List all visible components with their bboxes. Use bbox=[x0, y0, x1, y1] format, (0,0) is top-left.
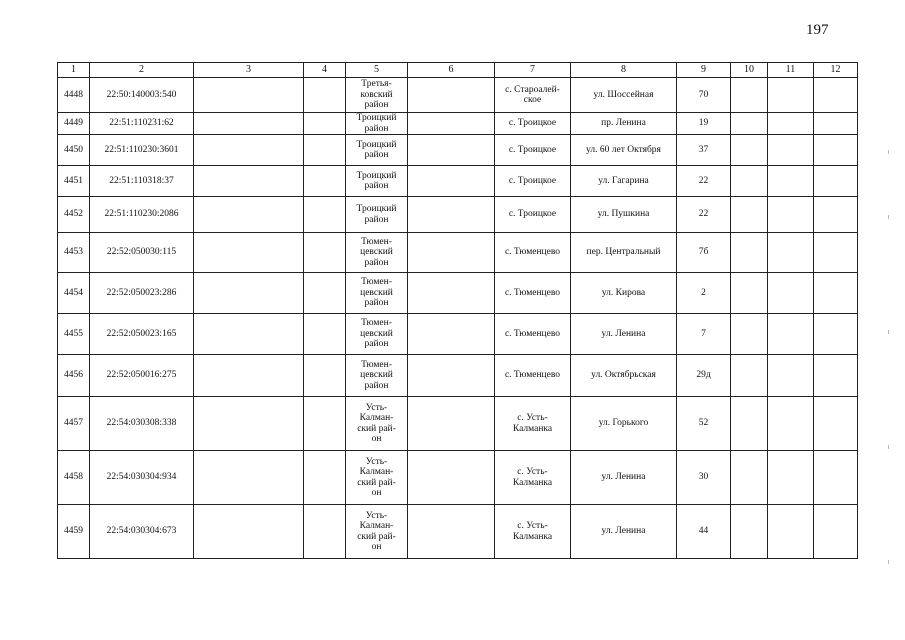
empty-cell bbox=[731, 197, 768, 233]
empty-cell bbox=[408, 166, 495, 197]
house-number-cell: 30 bbox=[677, 451, 731, 505]
empty-cell bbox=[814, 355, 858, 397]
empty-cell bbox=[814, 505, 858, 559]
empty-cell bbox=[768, 135, 814, 166]
house-number-cell: 7 bbox=[677, 314, 731, 355]
table-row bbox=[58, 135, 858, 166]
empty-cell bbox=[814, 451, 858, 505]
row-number-cell: 4451 bbox=[58, 166, 90, 197]
house-number-cell: 37 bbox=[677, 135, 731, 166]
table-row bbox=[58, 233, 858, 273]
empty-cell bbox=[814, 273, 858, 314]
cadastral-number-cell: 22:51:110230:2086 bbox=[90, 197, 194, 233]
table-row bbox=[58, 397, 858, 451]
column-header: 3 bbox=[194, 63, 304, 78]
empty-cell bbox=[768, 397, 814, 451]
column-header: 9 bbox=[677, 63, 731, 78]
column-header: 7 bbox=[495, 63, 571, 78]
empty-cell bbox=[304, 78, 346, 113]
street-cell: ул. Кирова bbox=[571, 273, 677, 314]
empty-cell bbox=[814, 113, 858, 135]
cadastral-number-cell: 22:52:050023:286 bbox=[90, 273, 194, 314]
house-number-cell: 7б bbox=[677, 233, 731, 273]
table-row bbox=[58, 113, 858, 135]
settlement-cell: с. Тюменцево bbox=[495, 314, 571, 355]
empty-cell bbox=[304, 397, 346, 451]
empty-cell bbox=[731, 233, 768, 273]
empty-cell bbox=[768, 166, 814, 197]
cadastral-number-cell: 22:51:110230:3601 bbox=[90, 135, 194, 166]
cadastral-number-cell: 22:52:050023:165 bbox=[90, 314, 194, 355]
cadastral-number-cell: 22:54:030304:673 bbox=[90, 505, 194, 559]
house-number-cell: 29д bbox=[677, 355, 731, 397]
street-cell: ул. Ленина bbox=[571, 505, 677, 559]
empty-cell bbox=[731, 78, 768, 113]
empty-cell bbox=[768, 78, 814, 113]
empty-cell bbox=[408, 197, 495, 233]
row-number-cell: 4456 bbox=[58, 355, 90, 397]
empty-cell bbox=[194, 451, 304, 505]
house-number-cell: 22 bbox=[677, 166, 731, 197]
row-number-cell: 4454 bbox=[58, 273, 90, 314]
column-header: 2 bbox=[90, 63, 194, 78]
district-cell: Тюмен- цевский район bbox=[346, 233, 408, 273]
street-cell: пер. Центральный bbox=[571, 233, 677, 273]
column-header: 1 bbox=[58, 63, 90, 78]
row-number-cell: 4449 bbox=[58, 113, 90, 135]
empty-cell bbox=[768, 233, 814, 273]
street-cell: ул. Октябрьская bbox=[571, 355, 677, 397]
empty-cell bbox=[194, 197, 304, 233]
empty-cell bbox=[408, 505, 495, 559]
empty-cell bbox=[731, 273, 768, 314]
empty-cell bbox=[304, 451, 346, 505]
column-header: 4 bbox=[304, 63, 346, 78]
empty-cell bbox=[408, 273, 495, 314]
house-number-cell: 2 bbox=[677, 273, 731, 314]
street-cell: ул. Пушкина bbox=[571, 197, 677, 233]
district-cell: Тюмен- цевский район bbox=[346, 355, 408, 397]
empty-cell bbox=[304, 233, 346, 273]
empty-cell bbox=[768, 505, 814, 559]
settlement-cell: с. Усть- Калманка bbox=[495, 451, 571, 505]
row-number-cell: 4453 bbox=[58, 233, 90, 273]
column-header: 5 bbox=[346, 63, 408, 78]
settlement-cell: с. Усть- Калманка bbox=[495, 505, 571, 559]
row-number-cell: 4452 bbox=[58, 197, 90, 233]
district-cell: Тюмен- цевский район bbox=[346, 273, 408, 314]
empty-cell bbox=[731, 505, 768, 559]
empty-cell bbox=[731, 166, 768, 197]
district-cell: Троицкий район bbox=[346, 166, 408, 197]
empty-cell bbox=[408, 355, 495, 397]
row-number-cell: 4448 bbox=[58, 78, 90, 113]
street-cell: ул. 60 лет Октября bbox=[571, 135, 677, 166]
house-number-cell: 19 bbox=[677, 113, 731, 135]
empty-cell bbox=[731, 397, 768, 451]
district-cell: Троицкий район bbox=[346, 197, 408, 233]
settlement-cell: с. Тюменцево bbox=[495, 233, 571, 273]
empty-cell bbox=[304, 197, 346, 233]
district-cell: Усть- Калман- ский рай- он bbox=[346, 397, 408, 451]
empty-cell bbox=[408, 314, 495, 355]
empty-cell bbox=[814, 135, 858, 166]
empty-cell bbox=[814, 78, 858, 113]
settlement-cell: с. Троицкое bbox=[495, 197, 571, 233]
house-number-cell: 22 bbox=[677, 197, 731, 233]
empty-cell bbox=[768, 355, 814, 397]
scan-artifact bbox=[888, 560, 889, 564]
column-header: 12 bbox=[814, 63, 858, 78]
street-cell: ул. Гагарина bbox=[571, 166, 677, 197]
empty-cell bbox=[408, 451, 495, 505]
empty-cell bbox=[194, 397, 304, 451]
settlement-cell: с. Троицкое bbox=[495, 113, 571, 135]
street-cell: ул. Горького bbox=[571, 397, 677, 451]
settlement-cell: с. Староалей- ское bbox=[495, 78, 571, 113]
empty-cell bbox=[408, 233, 495, 273]
empty-cell bbox=[194, 273, 304, 314]
empty-cell bbox=[408, 135, 495, 166]
empty-cell bbox=[194, 314, 304, 355]
row-number-cell: 4458 bbox=[58, 451, 90, 505]
scan-artifact bbox=[888, 215, 889, 219]
empty-cell bbox=[768, 113, 814, 135]
house-number-cell: 52 bbox=[677, 397, 731, 451]
empty-cell bbox=[814, 166, 858, 197]
empty-cell bbox=[194, 166, 304, 197]
cadastral-number-cell: 22:52:050016:275 bbox=[90, 355, 194, 397]
row-number-cell: 4457 bbox=[58, 397, 90, 451]
district-cell: Троицкий район bbox=[346, 135, 408, 166]
district-cell: Усть- Калман- ский рай- он bbox=[346, 505, 408, 559]
district-cell: Третья- ковский район bbox=[346, 78, 408, 113]
empty-cell bbox=[194, 78, 304, 113]
row-number-cell: 4459 bbox=[58, 505, 90, 559]
street-cell: ул. Шоссейная bbox=[571, 78, 677, 113]
empty-cell bbox=[814, 397, 858, 451]
table-row bbox=[58, 197, 858, 233]
column-header: 6 bbox=[408, 63, 495, 78]
empty-cell bbox=[814, 197, 858, 233]
cadastral-number-cell: 22:54:030304:934 bbox=[90, 451, 194, 505]
table-row bbox=[58, 451, 858, 505]
empty-cell bbox=[731, 113, 768, 135]
empty-cell bbox=[304, 273, 346, 314]
cadastral-number-cell: 22:50:140003:540 bbox=[90, 78, 194, 113]
empty-cell bbox=[304, 113, 346, 135]
street-cell: ул. Ленина bbox=[571, 451, 677, 505]
table-row bbox=[58, 505, 858, 559]
empty-cell bbox=[768, 197, 814, 233]
empty-cell bbox=[194, 233, 304, 273]
empty-cell bbox=[304, 166, 346, 197]
settlement-cell: с. Усть- Калманка bbox=[495, 397, 571, 451]
empty-cell bbox=[194, 113, 304, 135]
house-number-cell: 70 bbox=[677, 78, 731, 113]
street-cell: пр. Ленина bbox=[571, 113, 677, 135]
empty-cell bbox=[408, 78, 495, 113]
table-row bbox=[58, 355, 858, 397]
settlement-cell: с. Троицкое bbox=[495, 166, 571, 197]
empty-cell bbox=[768, 314, 814, 355]
district-cell: Усть- Калман- ский рай- он bbox=[346, 451, 408, 505]
scan-artifact bbox=[888, 445, 889, 449]
district-cell: Троицкий район bbox=[346, 113, 408, 135]
street-cell: ул. Ленина bbox=[571, 314, 677, 355]
empty-cell bbox=[731, 135, 768, 166]
table-row bbox=[58, 314, 858, 355]
district-cell: Тюмен- цевский район bbox=[346, 314, 408, 355]
row-number-cell: 4455 bbox=[58, 314, 90, 355]
empty-cell bbox=[768, 273, 814, 314]
column-header: 8 bbox=[571, 63, 677, 78]
settlement-cell: с. Тюменцево bbox=[495, 273, 571, 314]
row-number-cell: 4450 bbox=[58, 135, 90, 166]
column-header: 10 bbox=[731, 63, 768, 78]
empty-cell bbox=[814, 314, 858, 355]
empty-cell bbox=[304, 355, 346, 397]
empty-cell bbox=[304, 314, 346, 355]
empty-cell bbox=[731, 355, 768, 397]
table-row bbox=[58, 273, 858, 314]
page-number: 197 bbox=[806, 22, 829, 38]
settlement-cell: с. Троицкое bbox=[495, 135, 571, 166]
empty-cell bbox=[194, 505, 304, 559]
empty-cell bbox=[814, 233, 858, 273]
cadastral-number-cell: 22:54:030308:338 bbox=[90, 397, 194, 451]
empty-cell bbox=[304, 505, 346, 559]
empty-cell bbox=[731, 451, 768, 505]
table-row bbox=[58, 166, 858, 197]
table-row bbox=[58, 78, 858, 113]
empty-cell bbox=[731, 314, 768, 355]
empty-cell bbox=[194, 135, 304, 166]
cadastral-number-cell: 22:52:050030:115 bbox=[90, 233, 194, 273]
cadastral-number-cell: 22:51:110231:62 bbox=[90, 113, 194, 135]
empty-cell bbox=[768, 451, 814, 505]
empty-cell bbox=[408, 397, 495, 451]
registry-table bbox=[57, 62, 858, 559]
scan-artifact bbox=[888, 330, 889, 334]
column-header: 11 bbox=[768, 63, 814, 78]
empty-cell bbox=[408, 113, 495, 135]
cadastral-number-cell: 22:51:110318:37 bbox=[90, 166, 194, 197]
house-number-cell: 44 bbox=[677, 505, 731, 559]
settlement-cell: с. Тюменцево bbox=[495, 355, 571, 397]
empty-cell bbox=[194, 355, 304, 397]
scan-artifact bbox=[888, 150, 889, 154]
empty-cell bbox=[304, 135, 346, 166]
column-number-row bbox=[58, 63, 858, 78]
